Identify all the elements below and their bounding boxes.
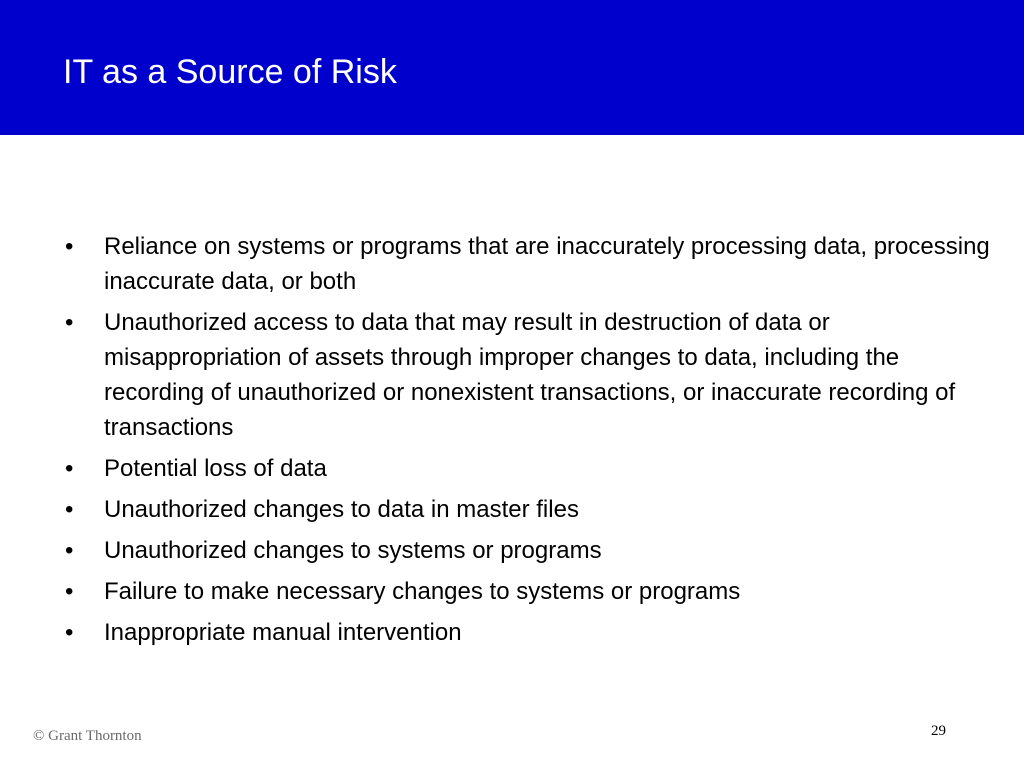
bullet-marker: • xyxy=(65,578,74,605)
bullet-item xyxy=(62,492,997,527)
bullet-marker: • xyxy=(65,619,74,646)
page-number: 29 xyxy=(931,723,946,739)
footer-copyright: © Grant Thornton xyxy=(33,728,142,744)
slide-title: IT as a Source of Risk xyxy=(63,53,397,91)
bullet-item xyxy=(62,229,997,299)
bullet-text: Reliance on systems or programs that are inaccurately processing data, processing inaccurate data, or both xyxy=(104,233,990,295)
bullet-marker: • xyxy=(65,537,74,564)
bullet-item xyxy=(62,305,997,445)
bullet-marker: • xyxy=(65,455,74,482)
bullet-text: Unauthorized changes to data in master files xyxy=(104,496,579,523)
bullet-marker: • xyxy=(65,233,74,260)
bullet-marker: • xyxy=(65,496,74,523)
bullet-text: Failure to make necessary changes to systems or programs xyxy=(104,578,741,605)
bullet-item xyxy=(62,533,997,568)
title-bar xyxy=(0,0,1024,135)
bullet-list xyxy=(62,229,997,656)
bullet-text: Unauthorized access to data that may result in destruction of data or misappropriation of assets through improper changes to data, including the recording of unauthorized or nonexistent transactions, or inaccurate recording of transactions xyxy=(104,309,956,441)
bullet-marker: • xyxy=(65,309,74,336)
bullet-item xyxy=(62,615,997,650)
bullet-text: Inappropriate manual intervention xyxy=(104,619,462,646)
bullet-text: Potential loss of data xyxy=(104,455,327,482)
bullet-text: Unauthorized changes to systems or programs xyxy=(104,537,602,564)
bullet-item xyxy=(62,451,997,486)
bullet-item xyxy=(62,574,997,609)
